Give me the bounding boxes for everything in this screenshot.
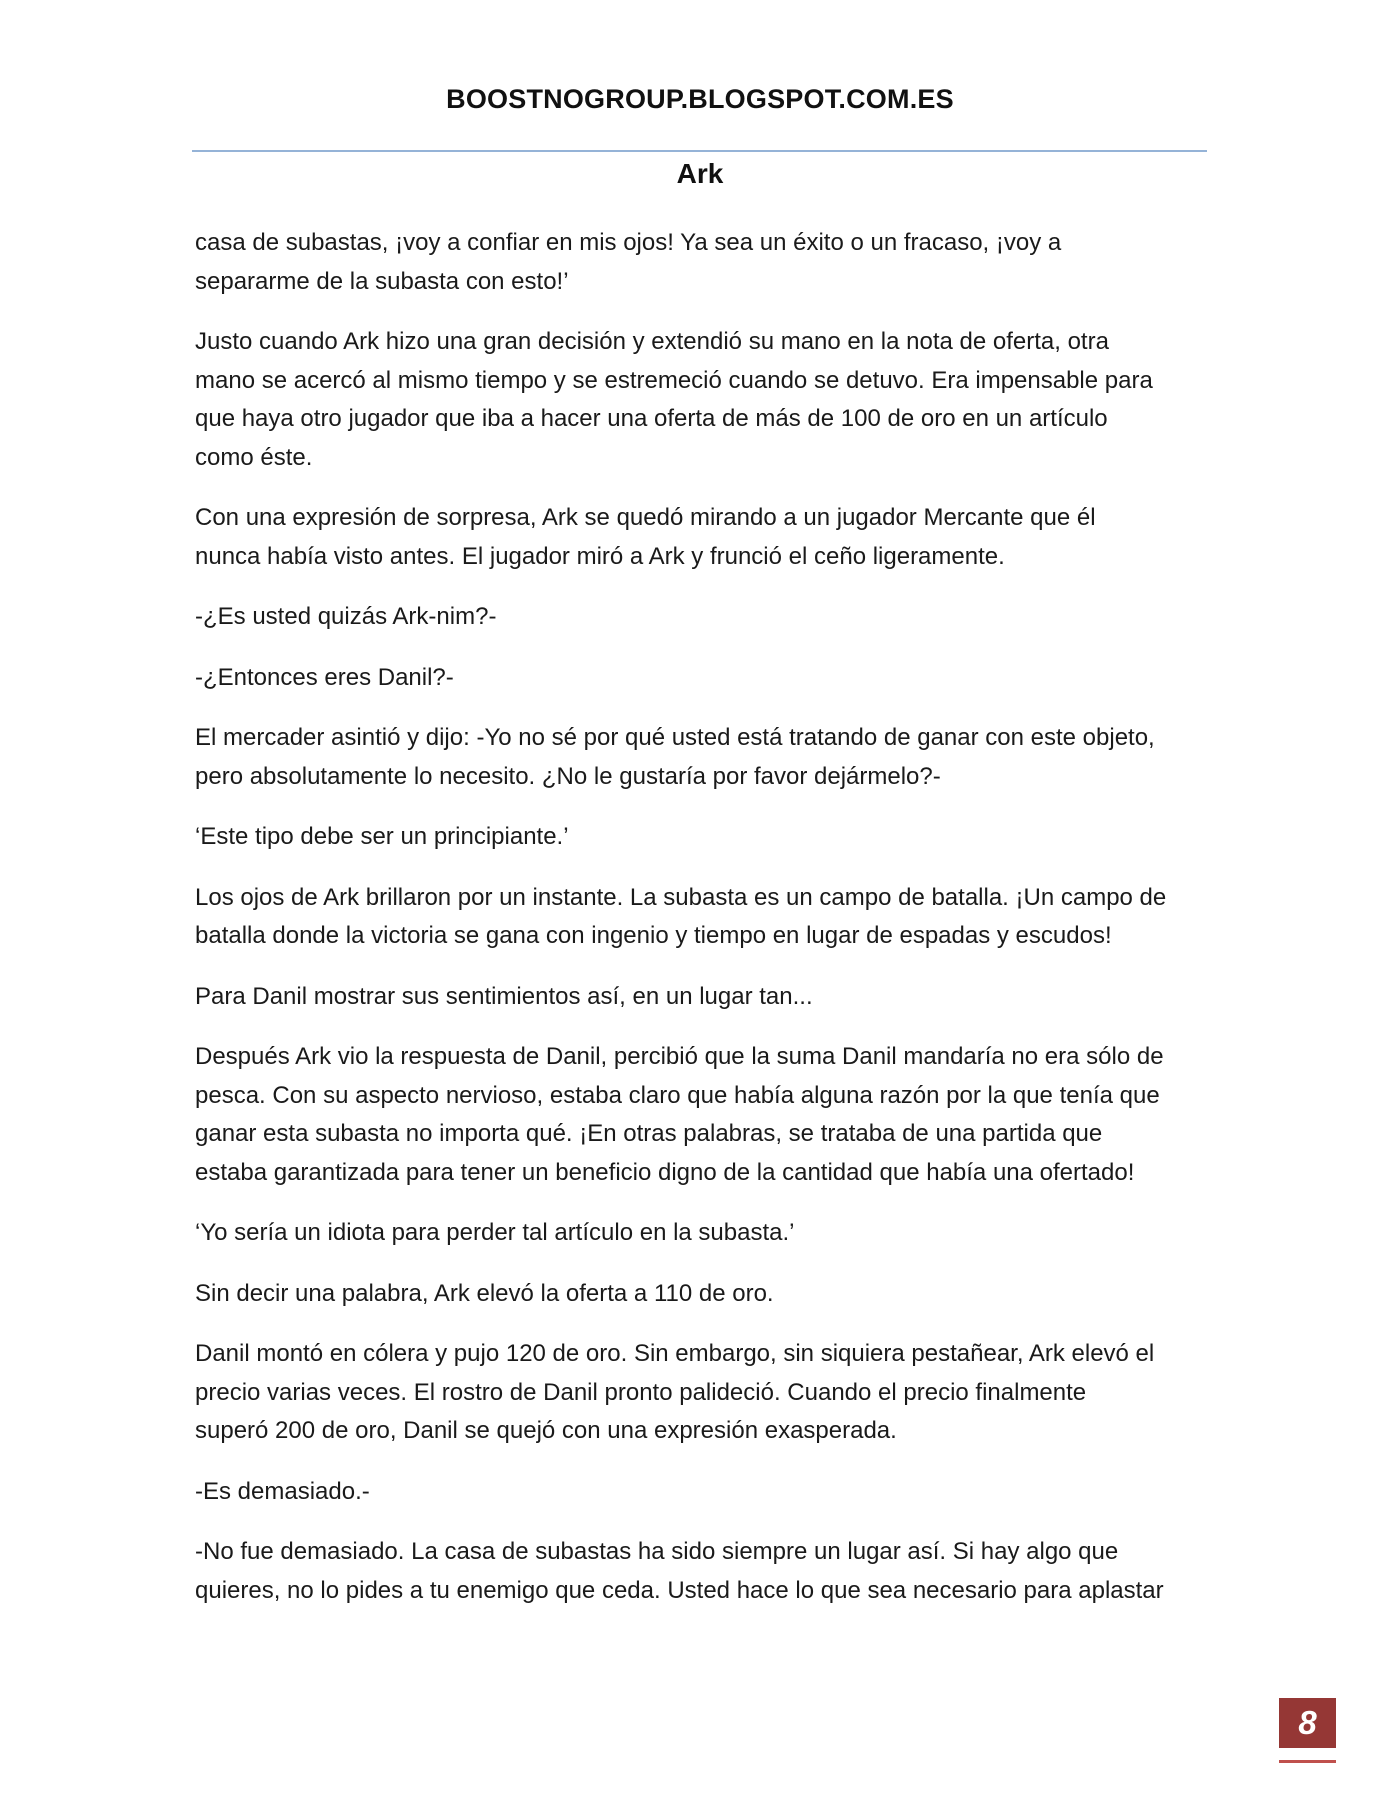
text-line: mano se acercó al mismo tiempo y se estremeció cuando se detuvo. Era impensable para	[195, 366, 1153, 394]
text-line: nunca había visto antes. El jugador miró a Ark y frunció el ceño ligeramente.	[195, 542, 1005, 570]
text-line: -¿Es usted quizás Ark-nim?-	[195, 603, 497, 630]
paragraph	[195, 598, 1210, 637]
text-line: como éste.	[195, 443, 313, 471]
paragraph	[195, 818, 1210, 857]
text-line: batalla donde la victoria se gana con ingenio y tiempo en lugar de espadas y escudos!	[195, 922, 1112, 949]
chapter-title: Ark	[676, 158, 724, 189]
site-header: BOOSTNOGROUP.BLOGSPOT.COM.ES	[446, 84, 954, 114]
paragraph	[195, 978, 1210, 1017]
text-line: Sin decir una palabra, Ark elevó la oferta a 110 de oro.	[195, 1279, 774, 1307]
text-line: que haya otro jugador que iba a hacer una oferta de más de 100 de oro en un artículo	[195, 405, 1108, 432]
text-line: -No fue demasiado. La casa de subastas ha sido siempre un lugar así. Si hay algo que	[195, 1538, 1119, 1565]
text-line: -Es demasiado.-	[195, 1477, 370, 1505]
paragraph	[195, 323, 1210, 477]
text-line: ganar esta subasta no importa qué. ¡En otras palabras, se trataba de una partida que	[195, 1120, 1103, 1147]
text-line: pesca. Con su aspecto nervioso, estaba claro que había alguna razón por la que tenía que	[195, 1081, 1160, 1109]
paragraph	[195, 1275, 1210, 1314]
paragraph	[195, 499, 1210, 576]
text-line: Danil montó en cólera y pujo 120 de oro. Sin embargo, sin siquiera pestañear, Ark elevó el	[195, 1340, 1155, 1367]
text-line: precio varias veces. El rostro de Danil pronto palideció. Cuando el precio finalmente	[195, 1378, 1087, 1406]
body-text	[195, 224, 1210, 1632]
paragraph	[195, 224, 1210, 301]
text-line: Justo cuando Ark hizo una gran decisión y extendió su mano en la nota de oferta, otra	[195, 328, 1109, 355]
text-line: El mercader asintió y dijo: -Yo no sé por qué usted está tratando de ganar con este objeto,	[195, 724, 1155, 751]
header-divider	[192, 150, 1207, 152]
text-line: pero absolutamente lo necesito. ¿No le gustaría por favor dejármelo?-	[195, 762, 941, 790]
text-line: Con una expresión de sorpresa, Ark se quedó mirando a un jugador Mercante que él	[195, 504, 1096, 531]
paragraph	[195, 879, 1210, 956]
text-line: -¿Entonces eres Danil?-	[195, 663, 454, 691]
page-number-underline	[1279, 1760, 1336, 1763]
text-line: Los ojos de Ark brillaron por un instante. La subasta es un campo de batalla. ¡Un campo de	[195, 883, 1167, 911]
paragraph	[195, 659, 1210, 698]
page-number: 8	[1279, 1698, 1336, 1748]
paragraph	[195, 1214, 1210, 1253]
text-line: estaba garantizada para tener un beneficio digno de la cantidad que había una ofertado!	[195, 1158, 1135, 1186]
text-line: quieres, no lo pides a tu enemigo que ceda. Usted hace lo que sea necesario para aplastar	[195, 1576, 1164, 1604]
paragraph	[195, 719, 1210, 796]
paragraph	[195, 1335, 1210, 1451]
text-line: Después Ark vio la respuesta de Danil, percibió que la suma Danil mandaría no era sólo de	[195, 1043, 1164, 1070]
text-line: ‘Yo sería un idiota para perder tal artículo en la subasta.’	[195, 1219, 795, 1246]
text-line: ‘Este tipo debe ser un principiante.’	[195, 823, 569, 850]
paragraph	[195, 1038, 1210, 1192]
text-line: separarme de la subasta con esto!’	[195, 267, 569, 295]
text-line: casa de subastas, ¡voy a confiar en mis ojos! Ya sea un éxito o un fracaso, ¡voy a	[195, 229, 1062, 256]
paragraph	[195, 1473, 1210, 1512]
text-line: superó 200 de oro, Danil se quejó con una expresión exasperada.	[195, 1417, 897, 1444]
text-line: Para Danil mostrar sus sentimientos así, en un lugar tan...	[195, 982, 813, 1010]
paragraph	[195, 1533, 1210, 1610]
